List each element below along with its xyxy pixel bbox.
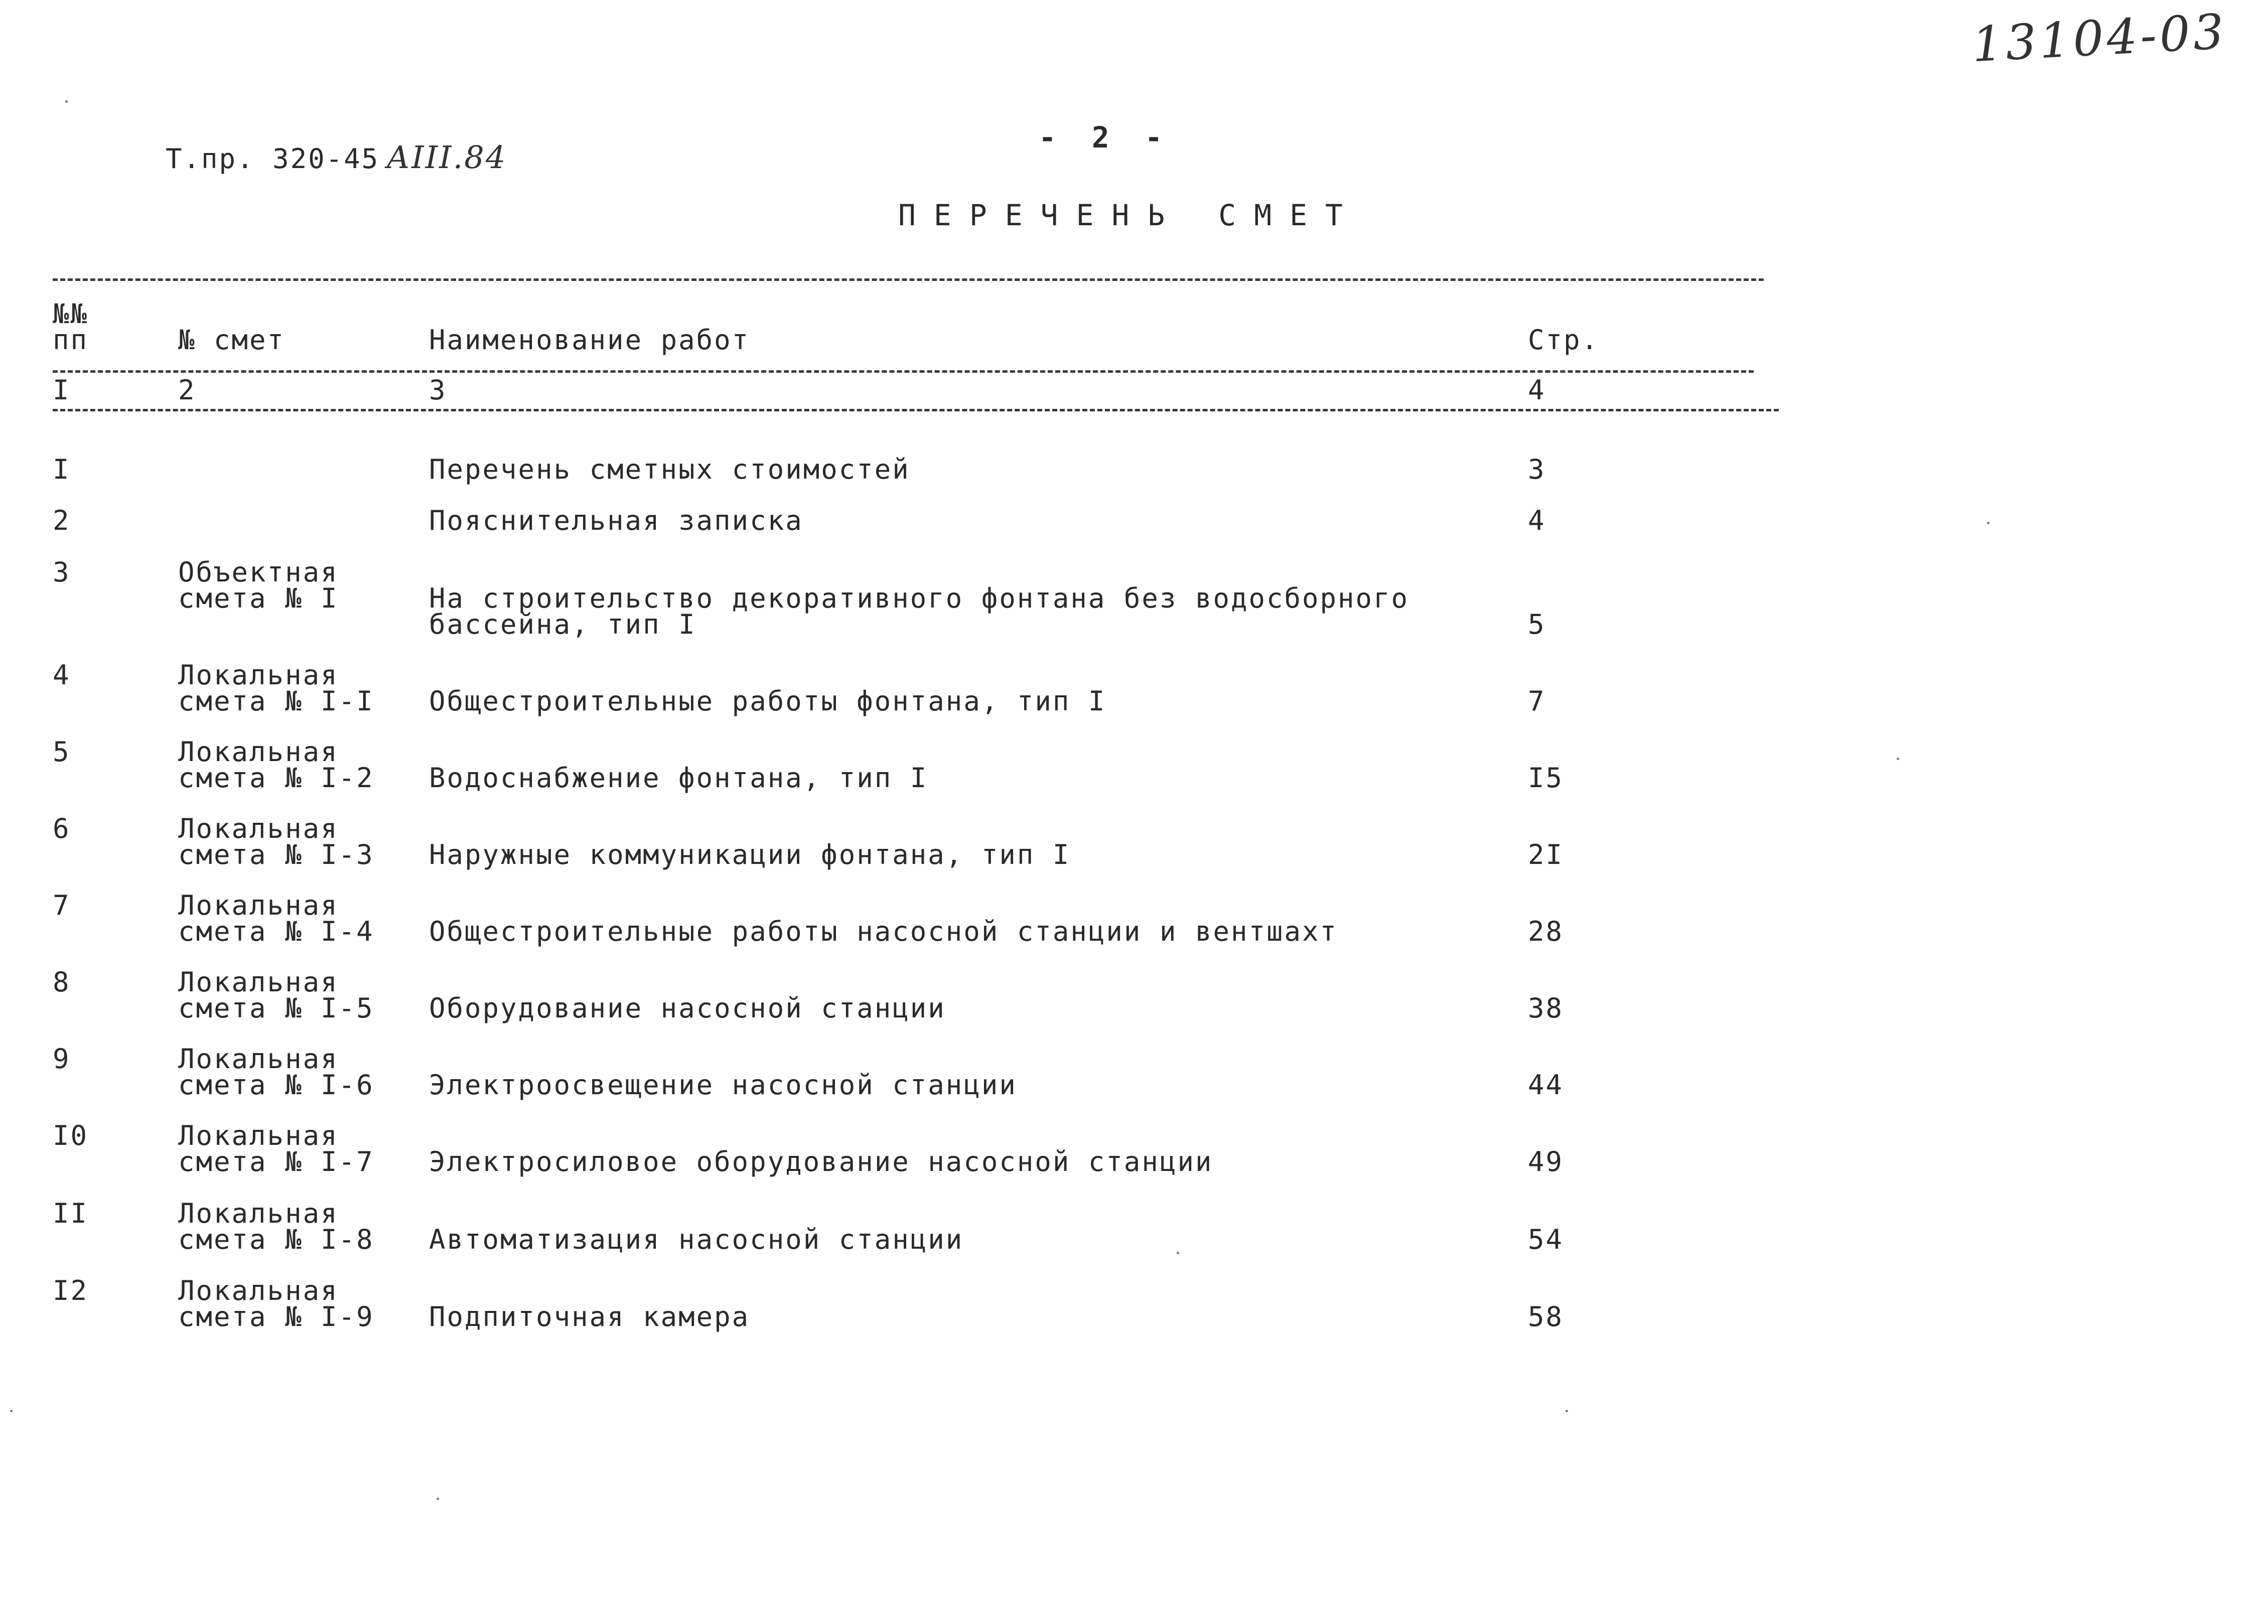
document-code	[166, 139, 507, 176]
row-estimate: Локальная смета № I-5	[178, 966, 374, 1024]
row-page: 58	[1528, 1301, 1564, 1333]
row-name: На строительство декоративного фонтана без водосборного бассейна, тип I	[429, 582, 1409, 640]
row-num: 7	[53, 890, 71, 921]
row-num: 3	[53, 556, 71, 588]
row-page: 5	[1528, 609, 1546, 640]
row-estimate: Объектная смета № I	[178, 556, 339, 614]
table-top-rule	[53, 278, 1764, 281]
column-number-1: I	[53, 374, 71, 406]
row-num: 2	[53, 505, 71, 536]
row-name: Оборудование насосной станции	[429, 992, 946, 1024]
page-number: - 2 -	[1039, 120, 1172, 155]
row-name: Электросиловое оборудование насосной станции	[429, 1146, 1213, 1177]
row-num: 5	[53, 736, 71, 768]
row-estimate: Локальная смета № I-6	[178, 1043, 374, 1101]
row-num: 8	[53, 966, 71, 998]
document-code-typed: Т.пр. 320-45	[166, 143, 380, 175]
row-num: I0	[53, 1120, 89, 1151]
row-num: 6	[53, 813, 71, 844]
scan-speck	[437, 1498, 439, 1500]
header-estimate: № смет	[178, 324, 286, 356]
row-num: I	[53, 454, 71, 485]
row-estimate: Локальная смета № I-3	[178, 813, 374, 870]
row-name: Электроосвещение насосной станции	[429, 1069, 1017, 1101]
row-page: 3	[1528, 454, 1546, 485]
row-page: I5	[1528, 762, 1564, 794]
row-estimate: Локальная смета № I-2	[178, 736, 374, 794]
header-name: Наименование работ	[429, 324, 750, 356]
row-estimate: Локальная смета № I-8	[178, 1198, 374, 1255]
row-page: 7	[1528, 685, 1546, 717]
row-page: 38	[1528, 992, 1564, 1024]
row-name: Общестроительные работы насосной станции и вентшахт	[429, 916, 1338, 947]
header-page: Стр.	[1528, 324, 1600, 356]
row-page: 49	[1528, 1146, 1564, 1177]
header-num: №№ пп	[53, 298, 89, 356]
document-code-handwritten: АIII.84	[386, 139, 507, 176]
corner-stamp: 13104-03	[1970, 3, 2228, 73]
column-number-rule	[53, 409, 1779, 411]
row-estimate: Локальная смета № I-4	[178, 890, 374, 947]
header-rule	[53, 370, 1754, 373]
row-num: 4	[53, 659, 71, 691]
row-num: I2	[53, 1275, 89, 1306]
row-estimate: Локальная смета № I-9	[178, 1275, 374, 1333]
column-number-4: 4	[1528, 374, 1546, 406]
scan-speck	[10, 1410, 13, 1412]
row-estimate: Локальная смета № I-7	[178, 1120, 374, 1177]
row-page: 28	[1528, 916, 1564, 947]
row-name: Наружные коммуникации фонтана, тип I	[429, 839, 1071, 870]
page-title: ПЕРЕЧЕНЬ СМЕТ	[898, 198, 1361, 232]
column-number-3: 3	[429, 374, 447, 406]
scan-speck	[65, 100, 68, 103]
row-name: Водоснабжение фонтана, тип I	[429, 762, 928, 794]
row-page: 2I	[1528, 839, 1564, 870]
row-page: 54	[1528, 1224, 1564, 1255]
row-page: 4	[1528, 505, 1546, 536]
scan-speck	[1987, 522, 1990, 524]
row-name: Пояснительная записка	[429, 505, 803, 536]
row-num: II	[53, 1198, 89, 1229]
row-page: 44	[1528, 1069, 1564, 1101]
row-name: Подпиточная камера	[429, 1301, 750, 1333]
row-num: 9	[53, 1043, 71, 1075]
scan-speck	[1897, 758, 1899, 760]
scan-speck	[1177, 1252, 1179, 1254]
scan-speck	[1566, 1410, 1568, 1412]
row-name: Перечень сметных стоимостей	[429, 454, 910, 485]
column-number-2: 2	[178, 374, 196, 406]
row-name: Общестроительные работы фонтана, тип I	[429, 685, 1106, 717]
row-estimate: Локальная смета № I-I	[178, 659, 374, 717]
row-name: Автоматизация насосной станции	[429, 1224, 964, 1255]
